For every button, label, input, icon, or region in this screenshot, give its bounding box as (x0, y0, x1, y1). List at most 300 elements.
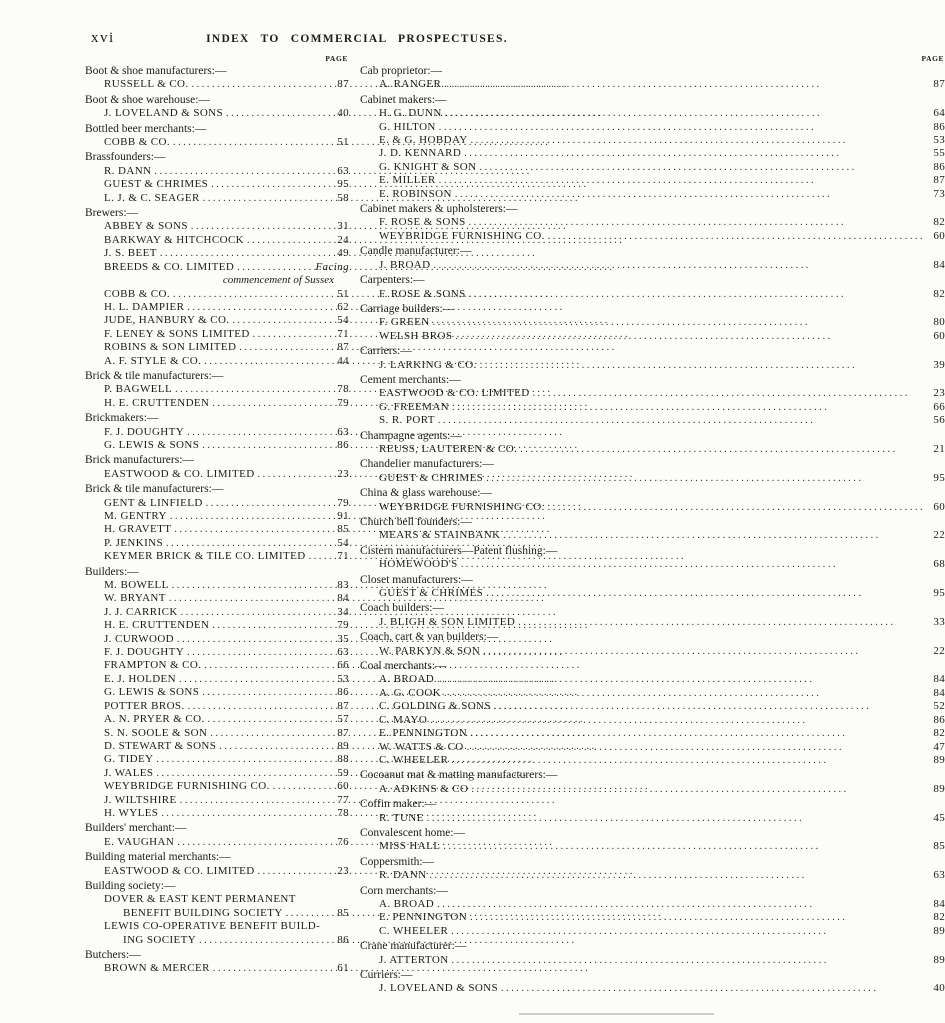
index-section (360, 940, 945, 967)
entry-row (85, 550, 349, 563)
category-label: Brassfounders:— (85, 151, 166, 164)
entry-name: A. RANGER (379, 78, 442, 91)
dot-leader (202, 439, 329, 452)
entry-row (85, 288, 349, 301)
entry-row (360, 558, 945, 571)
index-section (360, 631, 945, 658)
entry-name: RUSSELL & CO. (104, 78, 189, 91)
dot-leader (437, 898, 925, 911)
entry-row (85, 261, 349, 274)
entry-page-number: 89 (933, 953, 945, 966)
entry-name: G. HILTON (379, 120, 436, 133)
index-section (360, 203, 945, 243)
entry-page-number: 66 (337, 659, 349, 672)
entry-name: A. ADKINS & CO (379, 782, 469, 795)
entry-row (360, 714, 945, 727)
index-section (360, 345, 945, 372)
dot-leader (187, 301, 329, 314)
entry-row (85, 328, 349, 341)
entry-page-number: 79 (337, 396, 349, 409)
entry-page-number: 79 (337, 619, 349, 632)
entry-name: W. BRYANT (104, 592, 166, 605)
entry-row (360, 330, 945, 343)
entry-page-number: 86 (933, 160, 945, 173)
entry-name: G. LEWIS & SONS (104, 438, 200, 451)
entry-page-number: 40 (933, 982, 945, 995)
entry-page-number: 91 (337, 510, 349, 522)
entry-name: D. STEWART & SONS (104, 739, 217, 752)
index-section (85, 851, 349, 878)
entry-page-number: 84 (933, 897, 945, 910)
dot-leader (437, 673, 925, 686)
entry-name: EASTWOOD & CO. LIMITED (379, 387, 530, 400)
entry-row (85, 497, 349, 510)
dot-leader (480, 359, 925, 372)
entry-name: GUEST & CHRIMES (104, 178, 209, 191)
entry-row (360, 174, 945, 187)
dot-leader (444, 78, 925, 91)
index-section (85, 949, 349, 976)
entry-row (360, 78, 945, 91)
entry-row (360, 387, 945, 400)
entry-page-number: 84 (933, 673, 945, 686)
dot-leader (469, 216, 926, 229)
entry-page-number: 95 (933, 587, 945, 600)
dot-leader (173, 136, 329, 149)
dot-leader (486, 472, 925, 485)
entry-page-number: 58 (337, 191, 349, 204)
entry-page-number: 57 (337, 713, 349, 726)
category-label: Coach builders:— (360, 602, 444, 615)
entry-page-number: 22 (933, 644, 945, 657)
entry-page-number: 35 (337, 632, 349, 645)
entry-row (85, 397, 349, 410)
entry-row (360, 216, 945, 229)
entry-page-number: 89 (933, 753, 945, 766)
entry-name: H. E. CRUTTENDEN (104, 619, 210, 632)
dot-leader (211, 178, 329, 191)
dot-leader (430, 714, 925, 727)
entry-name: W. WATTS & CO (379, 740, 464, 753)
entry-row (85, 468, 349, 481)
dot-leader (439, 174, 925, 187)
index-section (360, 516, 945, 543)
entry-page-number: 84 (933, 258, 945, 271)
entry-row (85, 836, 349, 849)
entry-row (85, 659, 349, 672)
entry-page-number: 82 (933, 911, 945, 924)
category-label: Cabinet makers:— (360, 93, 447, 106)
entry-row (85, 767, 349, 780)
entry-row (360, 188, 945, 201)
dot-leader (427, 812, 925, 825)
category-label: Church bell founders:— (360, 516, 472, 528)
dot-leader (469, 288, 926, 301)
entry-row (360, 911, 945, 924)
entry-name: E. ROBINSON (379, 187, 452, 200)
dot-leader (203, 192, 329, 205)
dot-leader (429, 869, 925, 882)
index-column-right-body (360, 65, 945, 996)
entry-row (85, 633, 349, 646)
entry-name: MEARS & STAINBANK (379, 529, 501, 542)
entry-row (85, 510, 349, 523)
index-column-right (353, 54, 945, 996)
entry-row (85, 523, 349, 536)
scan-artifact-line (519, 1013, 714, 1015)
dot-leader (548, 230, 925, 243)
entry-row (85, 78, 349, 91)
dot-leader (467, 741, 926, 754)
dot-leader (187, 426, 329, 439)
index-section (85, 412, 349, 452)
entry-name: J. BROAD (379, 258, 431, 271)
entry-row (360, 121, 945, 134)
entry-page-number: 82 (933, 216, 945, 229)
dot-leader (247, 234, 329, 247)
category-label: China & glass warehouse:— (360, 487, 492, 500)
entry-page-number: 60 (933, 329, 945, 342)
entry-name: J. LOVELAND & SONS (104, 107, 224, 120)
dot-leader (309, 550, 329, 563)
entry-row (85, 355, 349, 368)
dot-leader (503, 529, 925, 542)
entry-name: H. G. DUNN (379, 107, 442, 120)
entry-name: J. CURWOOD (104, 632, 175, 645)
entry-page-number: 54 (337, 536, 349, 549)
entry-page-number: 83 (337, 579, 349, 592)
entry-name: J. WILTSHIRE (104, 793, 177, 806)
dot-leader (210, 727, 329, 740)
entry-row (85, 579, 349, 592)
index-section (360, 969, 945, 996)
dot-leader (286, 907, 329, 920)
entry-name: A. G. COOK (379, 686, 442, 699)
dot-leader (192, 78, 329, 91)
index-section (360, 374, 945, 428)
entry-page-number: 60 (933, 500, 945, 513)
entry-name-line2: BENEFIT BUILDING SOCIETY (123, 906, 283, 919)
entry-name: H. GRAVETT (104, 523, 172, 536)
dot-leader (170, 510, 329, 523)
category-label: Carpenters:— (360, 274, 425, 287)
entry-name: BARKWAY & HITCHCOCK (104, 233, 245, 246)
dot-leader (174, 523, 329, 536)
entry-page-number: 82 (933, 287, 945, 300)
entry-name: S. R. PORT (379, 414, 435, 427)
entry-row (85, 740, 349, 753)
entry-name: BREEDS & CO. LIMITED (104, 260, 235, 273)
entry-page-number: 62 (337, 300, 349, 313)
entry-name: C. WHEELER (379, 924, 449, 937)
entry-row (360, 687, 945, 700)
entry-page-number: 84 (933, 686, 945, 699)
entry-page-number: 84 (337, 592, 349, 605)
index-section (85, 207, 349, 368)
index-section (360, 65, 945, 92)
entry-page-number: 86 (933, 120, 945, 133)
dot-leader (206, 497, 329, 510)
entry-row (85, 727, 349, 740)
entry-name: R. DANN (104, 164, 152, 177)
entry-name: C. MAYO (379, 713, 428, 726)
entry-name: J. ATTERTON (379, 953, 449, 966)
entry-name: H. WYLES (104, 806, 159, 819)
entry-row (85, 907, 349, 920)
entry-row (360, 616, 945, 629)
index-columns (85, 54, 945, 996)
entry-page-number: 77 (337, 793, 349, 806)
entry-row (360, 414, 945, 427)
dot-leader (175, 383, 329, 396)
category-label: Cement merchants:— (360, 373, 461, 386)
entry-name: G. TIDEY (104, 753, 154, 766)
dot-leader (464, 147, 925, 160)
dot-leader (533, 387, 926, 400)
entry-name: J. LOVELAND & SONS (379, 982, 499, 995)
entry-name: F. ROSE & SONS (379, 287, 466, 300)
index-section (360, 545, 945, 572)
entry-row (85, 192, 349, 205)
entry-page-number: 86 (337, 933, 349, 946)
category-label: Coach, cart & van builders:— (360, 631, 499, 644)
index-section (85, 483, 349, 563)
entry-page-number: 54 (337, 314, 349, 327)
dot-leader (173, 288, 329, 301)
entry-name: H. E. CRUTTENDEN (104, 396, 210, 409)
index-section (360, 856, 945, 883)
entry-name-line1: LEWIS CO-OPERATIVE BENEFIT BUILD- (104, 920, 321, 933)
entry-row (360, 501, 945, 514)
entry-page-number: 53 (337, 672, 349, 685)
dot-leader (204, 355, 329, 368)
entry-name: J. S. BEET (104, 247, 157, 260)
dot-leader (471, 783, 925, 796)
category-label: Champagne agents:— (360, 429, 462, 442)
entry-row (85, 753, 349, 766)
entry-row (360, 898, 945, 911)
entry-page-number: 87 (337, 726, 349, 739)
dot-leader (181, 606, 329, 619)
entry-page-number: 45 (933, 811, 945, 824)
index-section (85, 94, 349, 121)
entry-page-number: 68 (933, 558, 945, 571)
entry-row (360, 812, 945, 825)
entry-page-number: 87 (337, 341, 349, 354)
entry-row (85, 136, 349, 149)
index-section (360, 769, 945, 796)
entry-name: L. J. & C. SEAGER (104, 191, 200, 204)
entry-row (360, 700, 945, 713)
category-label: Builders' merchant:— (85, 822, 187, 835)
entry-row (360, 754, 945, 767)
entry-name: P. BAGWELL (104, 383, 173, 396)
entry-name: F. GREEN (379, 316, 430, 329)
entry-page-number: 23 (337, 467, 349, 480)
entry-row (85, 780, 349, 793)
entry-name: GUEST & CHRIMES (379, 471, 484, 484)
entry-page-number: 71 (337, 327, 349, 340)
entry-row (360, 134, 945, 147)
index-section (85, 822, 349, 849)
category-label: Brick & tile manufacturers:— (85, 369, 224, 382)
index-column-left-body (85, 65, 349, 976)
page-column-label-right: PAGE (921, 54, 945, 63)
entry-page-number: 87 (933, 174, 945, 187)
dot-leader (239, 341, 329, 354)
entry-name: M. BOWELL (104, 579, 169, 592)
dot-leader (470, 911, 925, 924)
entry-page-number: 87 (337, 699, 349, 712)
entry-page-number: 22 (933, 529, 945, 542)
index-section (360, 487, 945, 514)
entry-name: R. DANN (379, 869, 427, 882)
entry-name: J. BLIGH & SON LIMITED (379, 615, 516, 628)
category-label: Brick manufacturers:— (85, 454, 194, 467)
entry-row (85, 700, 349, 713)
category-label: Brickmakers:— (85, 412, 159, 425)
dot-leader (213, 962, 329, 975)
entry-name: E. MILLER (379, 174, 436, 187)
index-section (360, 94, 945, 201)
entry-name: A. N. PRYER & CO. (104, 713, 205, 726)
category-label: Curriers:— (360, 969, 413, 981)
entry-page-number: 55 (933, 147, 945, 160)
category-label: Bottled beer merchants:— (85, 122, 207, 135)
dot-leader (177, 836, 329, 849)
entry-name: EASTWOOD & CO. LIMITED (104, 864, 255, 877)
entry-row (85, 178, 349, 191)
dot-leader (486, 587, 925, 600)
dot-leader (483, 645, 925, 658)
entry-page-number: 40 (337, 107, 349, 120)
entry-page-number: 49 (337, 247, 349, 260)
entry-row (360, 982, 945, 995)
entry-row (85, 439, 349, 452)
entry-name: S. N. SOOLE & SON (104, 726, 208, 739)
index-section (360, 602, 945, 629)
entry-name: MISS HALL (379, 840, 441, 853)
entry-facing-reference-line2: commencement of Sussex (222, 274, 334, 287)
entry-name: ROBINS & SON LIMITED (104, 341, 237, 354)
entry-page-number: 89 (933, 924, 945, 937)
entry-row (85, 865, 349, 878)
category-label: Building material merchants:— (85, 851, 231, 864)
dot-leader (169, 592, 329, 605)
entry-row (360, 673, 945, 686)
entry-page-number: 23 (933, 387, 945, 400)
dot-leader (177, 633, 329, 646)
entry-row (85, 537, 349, 550)
entry-row (85, 165, 349, 178)
entry-name: A. BROAD (379, 897, 435, 910)
dot-leader (548, 501, 925, 514)
entry-page-number: 64 (933, 107, 945, 120)
category-label: Coffin maker:— (360, 798, 437, 811)
entry-page-number: 66 (933, 400, 945, 413)
entry-row (360, 161, 945, 174)
category-label: Cabinet makers & upholsterers:— (360, 203, 518, 216)
category-label: Boot & shoe manufacturers:— (85, 65, 227, 77)
entry-row (85, 713, 349, 726)
folio-number: xvi (91, 30, 115, 46)
dot-leader (166, 537, 329, 550)
entry-page-number: 23 (337, 864, 349, 877)
dot-leader (188, 700, 329, 713)
entry-row (360, 472, 945, 485)
entry-page-number: 76 (337, 835, 349, 848)
entry-row (85, 606, 349, 619)
entry-row (360, 316, 945, 329)
entry-row (360, 259, 945, 272)
entry-row (360, 107, 945, 120)
dot-leader (479, 161, 925, 174)
dot-leader (471, 134, 926, 147)
category-label: Builders:— (85, 565, 139, 578)
dot-leader (156, 753, 329, 766)
entry-page-number: 31 (337, 220, 349, 233)
entry-name: J. LARKING & CO. (379, 358, 477, 371)
entry-row (85, 934, 349, 947)
entry-page-number: 44 (337, 354, 349, 367)
entry-name: E. J. HOLDEN (104, 672, 177, 685)
dot-leader (444, 687, 925, 700)
index-section (360, 430, 945, 457)
entry-page-number: 85 (337, 523, 349, 536)
entry-row (360, 443, 945, 456)
dot-leader (461, 558, 925, 571)
dot-leader (438, 414, 925, 427)
index-section (85, 370, 349, 410)
index-section (360, 798, 945, 825)
dot-leader (434, 259, 926, 272)
dot-leader (219, 740, 329, 753)
entry-page-number: 39 (933, 358, 945, 371)
index-section (85, 454, 349, 481)
entry-page-number: 63 (337, 646, 349, 659)
category-label: Crane manufacturer:— (360, 940, 467, 953)
dot-leader (494, 700, 925, 713)
entry-page-number: 87 (337, 78, 349, 91)
category-label: Boot & shoe warehouse:— (85, 93, 210, 106)
index-section (85, 880, 349, 947)
entry-name: F. J. DOUGHTY (104, 425, 185, 438)
entry-name: W. PARKYN & SON (379, 644, 481, 657)
entry-page-number: 88 (337, 753, 349, 766)
entry-row (360, 359, 945, 372)
entry-row (360, 401, 945, 414)
dot-leader (470, 727, 925, 740)
entry-page-number: 95 (933, 471, 945, 484)
entry-page-number: 61 (337, 962, 349, 975)
category-label: Chandelier manufacturers:— (360, 458, 494, 471)
entry-page-number: 89 (337, 739, 349, 752)
entry-name: HOMEWOOD'S (379, 558, 458, 571)
entry-row (360, 230, 945, 243)
category-label: Corn merchants:— (360, 884, 448, 897)
entry-name: F. LENEY & SONS LIMITED (104, 327, 250, 340)
dot-leader (226, 107, 329, 120)
entry-name-line2: ING SOCIETY (123, 933, 197, 946)
category-label: Cistern manufacturers—Patent flushing:— (360, 544, 558, 557)
entry-page-number: 79 (337, 496, 349, 509)
dot-leader (172, 579, 329, 592)
dot-leader (160, 247, 329, 260)
dot-leader (439, 121, 925, 134)
entry-page-number: 78 (337, 383, 349, 396)
index-section (85, 566, 349, 821)
entry-name: R. TUNE (379, 811, 424, 824)
